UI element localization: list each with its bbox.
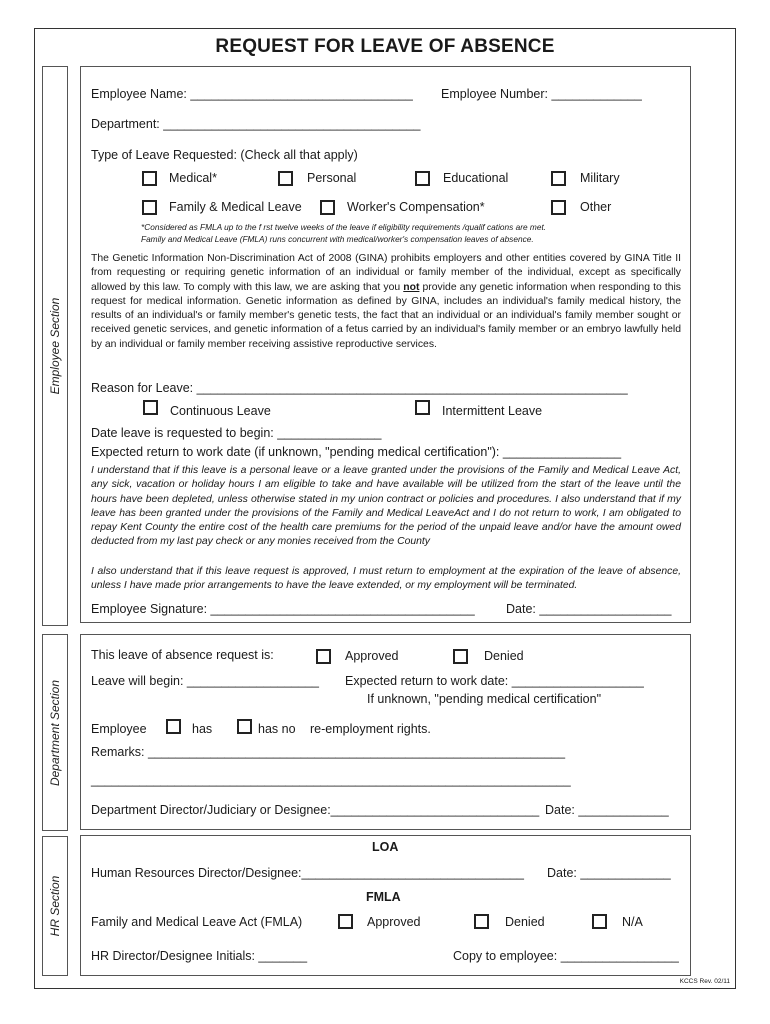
expected-return-field[interactable]: Expected return to work date (if unknown, "pending medical certification"): _________________ (91, 445, 622, 459)
hr-director-signature-field[interactable]: Human Resources Director/Designee:________________________________ (91, 866, 524, 880)
military-checkbox[interactable] (551, 171, 566, 186)
family-medical-checkbox[interactable] (142, 200, 157, 215)
denied-checkbox[interactable] (453, 649, 468, 664)
continuous-leave-checkbox[interactable] (143, 400, 158, 415)
has-no-rights-label: has no (258, 722, 296, 736)
hr-section-tab (42, 836, 68, 976)
gina-not-emphasis: not (403, 281, 420, 293)
workers-comp-checkbox[interactable] (320, 200, 335, 215)
military-label: Military (580, 171, 620, 185)
personal-checkbox[interactable] (278, 171, 293, 186)
intermittent-leave-checkbox[interactable] (415, 400, 430, 415)
leave-begin-field[interactable]: Leave will begin: ___________________ (91, 674, 319, 688)
remarks-field[interactable]: Remarks: ____________________________________________________________ (91, 745, 566, 759)
revision-footer: KCCS Rev. 02/11 (679, 978, 730, 985)
dept-expected-return-field[interactable]: Expected return to work date: ___________________ (345, 674, 644, 688)
educational-label: Educational (443, 171, 509, 185)
employee-signature-field[interactable]: Employee Signature: ______________________________________ (91, 602, 475, 616)
medical-checkbox[interactable] (142, 171, 157, 186)
has-no-rights-checkbox[interactable] (237, 719, 252, 734)
continuous-leave-label: Continuous Leave (170, 404, 271, 418)
department-field[interactable]: Department: _____________________________________ (91, 117, 421, 131)
department-section-label: Department Section (48, 679, 62, 786)
hr-section-label: HR Section (48, 875, 62, 937)
loa-heading: LOA (372, 840, 399, 854)
educational-checkbox[interactable] (415, 171, 430, 186)
has-rights-label: has (192, 722, 213, 736)
employee-section-label: Employee Section (48, 297, 62, 395)
gina-notice: The Genetic Information Non-Discrimination Act of 2008 (GINA) prohibits employers and other entities covered by GINA Title II from requesting or requiring genetic information of an individual or family member of the individual, except as specifically allowed by this law. To comply with this law, we are asking that you not provide any genetic information when responding to this request for medical information. Genetic information as defined by GINA, includes an individual's family medical history, the results of an individual's or family member's genetic tests, the fact that an individual or an individual's family member sought or received genetic services, and genetic information of a fetus carried by an individual's family member or an embryo lawfully held by an individual or family member receiving assistive reproductive services. (91, 253, 681, 350)
leave-type-label: Type of Leave Requested: (Check all that apply) (91, 148, 358, 162)
if-unknown-note: If unknown, "pending medical certification" (367, 692, 602, 706)
denied-label: Denied (484, 649, 524, 663)
employee-number-field[interactable]: Employee Number: _____________ (441, 87, 642, 101)
intermittent-leave-label: Intermittent Leave (442, 404, 543, 418)
employee-section-tab (42, 66, 68, 626)
request-status-label: This leave of absence request is: (91, 648, 274, 662)
signature-date-field[interactable]: Date: ___________________ (506, 602, 672, 616)
personal-label: Personal (307, 171, 357, 185)
date-begin-field[interactable]: Date leave is requested to begin: _______________ (91, 426, 382, 440)
copy-to-employee-field[interactable]: Copy to employee: _________________ (453, 949, 679, 963)
fmla-na-label: N/A (622, 915, 643, 929)
fmla-heading: FMLA (366, 890, 401, 904)
reemployment-label: re-employment rights. (310, 722, 431, 736)
employee-name-field[interactable]: Employee Name: ________________________________ (91, 87, 413, 101)
reason-for-leave-field[interactable]: Reason for Leave: ______________________________________________________________ (91, 381, 628, 395)
fmla-denied-checkbox[interactable] (474, 914, 489, 929)
other-checkbox[interactable] (551, 200, 566, 215)
fmla-note-line-2: Family and Medical Leave (FMLA) runs concurrent with medical/worker's compensation leaves of absence. (141, 234, 534, 244)
fmla-approved-checkbox[interactable] (338, 914, 353, 929)
form-title: REQUEST FOR LEAVE OF ABSENCE (215, 36, 555, 57)
department-section-tab (42, 634, 68, 831)
other-label: Other (580, 200, 612, 214)
hr-date-field[interactable]: Date: _____________ (547, 866, 671, 880)
understand-paragraph-2: I also understand that if this leave request is approved, I must return to employment at the expiration of the leave of absence, unless I have made prior arrangements to have the leave extended, or my employment will be terminated. (91, 566, 681, 592)
approved-label: Approved (345, 649, 399, 663)
fmla-approved-label: Approved (367, 915, 421, 929)
understand-paragraph-1: I understand that if this leave is a personal leave or a leave granted under the provisions of the Family and Medical Leave Act, any sick, vacation or holiday hours I am eligible to take and have available will be utilized from the start of the leave until the hours have been depleted, unless otherwise stated in my union contract or policies and procedures. I also understand that if my leave has been granted under the provisions of the Family and Medical LeaveAct and I do not return to work, I am obligated to repay Kent County the entire cost of the health care premiums for the period of the unpaid leave and/or have the amount owed deducted from my last pay check or any monies received from the County (91, 465, 681, 548)
has-rights-checkbox[interactable] (166, 719, 181, 734)
hr-initials-field[interactable]: HR Director/Designee Initials: _______ (91, 949, 308, 963)
dept-director-date-field[interactable]: Date: _____________ (545, 803, 669, 817)
workers-comp-label: Worker's Compensation* (347, 200, 485, 214)
remarks-line-2[interactable]: _____________________________________________________________________ (91, 773, 571, 787)
dept-director-signature-field[interactable]: Department Director/Judiciary or Designee:______________________________ (91, 803, 540, 817)
fmla-denied-label: Denied (505, 915, 545, 929)
family-medical-label: Family & Medical Leave (169, 200, 302, 214)
fmla-note-line-1: *Considered as FMLA up to the f rst twelve weeks of the leave if eligibility requirements /qualif cations are met. (141, 222, 547, 232)
medical-label: Medical* (169, 171, 217, 185)
fmla-act-label: Family and Medical Leave Act (FMLA) (91, 915, 303, 929)
approved-checkbox[interactable] (316, 649, 331, 664)
fmla-na-checkbox[interactable] (592, 914, 607, 929)
employee-rights-label: Employee (91, 722, 147, 736)
